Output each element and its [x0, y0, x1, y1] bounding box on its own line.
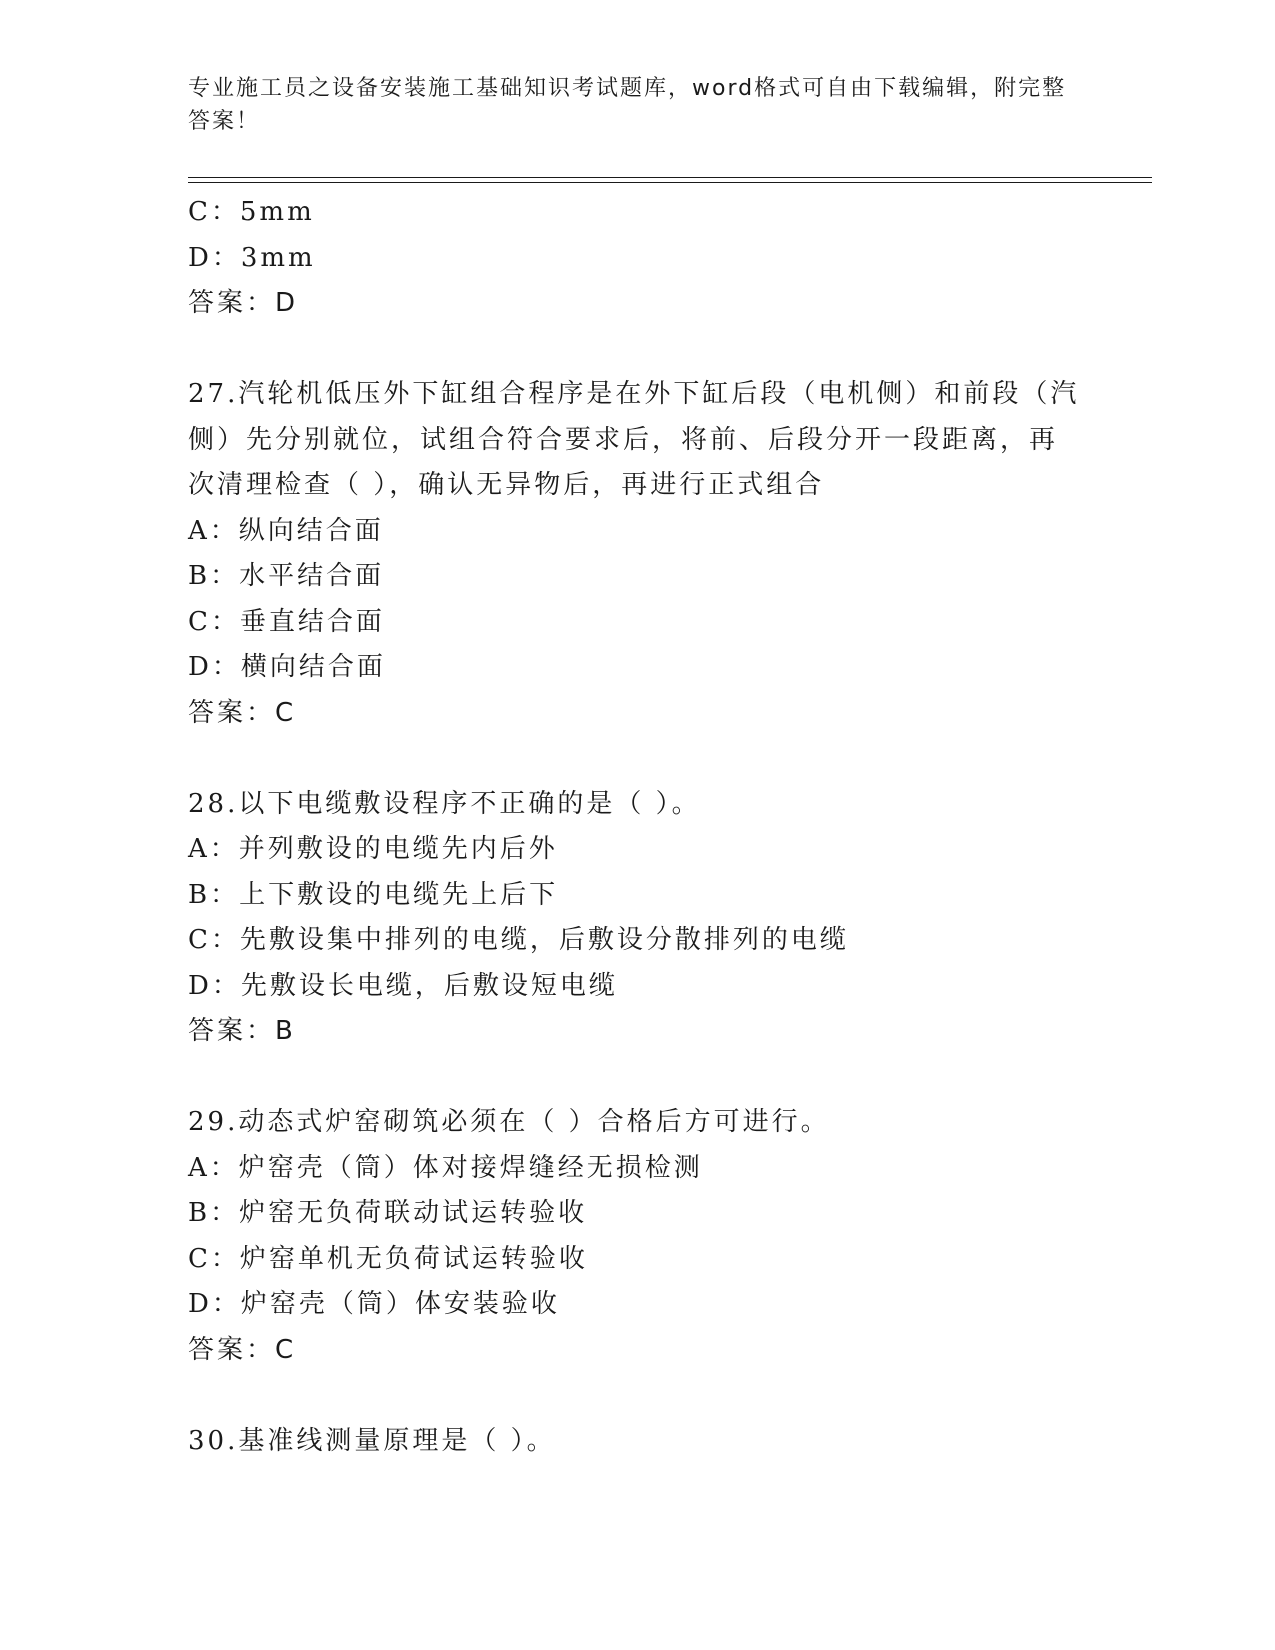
question-stem-line: 27.汽轮机低压外下缸组合程序是在外下缸后段（电机侧）和前段（汽	[188, 379, 1080, 409]
spacer	[188, 736, 1088, 782]
option-d: D：炉窑壳（筒）体安装验收	[188, 1289, 560, 1319]
spacer	[188, 1055, 1088, 1101]
question-stem-line: 29.动态式炉窑砌筑必须在（ ）合格后方可进行。	[188, 1107, 830, 1137]
option-a: A：纵向结合面	[188, 515, 384, 546]
document-header	[188, 72, 1068, 138]
option-d: D：先敷设长电缆，后敷设短电缆	[188, 970, 618, 1001]
option-b: B：水平结合面	[188, 561, 385, 591]
answer: 答案：B	[188, 1016, 296, 1046]
answer: 答案：D	[188, 288, 299, 318]
option-b: B：炉窑无负荷联动试运转验收	[188, 1198, 588, 1228]
header-title: 专业施工员之设备安装施工基础知识考试题库，word格式可自由下载编辑，附完整答案！	[188, 76, 1067, 134]
question-27	[188, 372, 1088, 736]
header-divider-bottom	[188, 182, 1152, 183]
option-c: C：炉窑单机无负荷试运转验收	[188, 1243, 588, 1274]
question-29	[188, 1100, 1088, 1373]
header-divider-top	[188, 177, 1152, 178]
option-a: A：并列敷设的电缆先内后外	[188, 834, 558, 864]
question-stem-line: 30.基准线测量原理是（ ）。	[188, 1425, 556, 1456]
option-c: C：先敷设集中排列的电缆，后敷设分散排列的电缆	[188, 925, 849, 955]
question-30	[188, 1419, 1088, 1465]
option-c: C：垂直结合面	[188, 606, 385, 637]
question-26-continued	[188, 190, 1088, 327]
question-stem-line: 次清理检查（ ），确认无异物后，再进行正式组合	[188, 470, 825, 500]
document-body	[188, 190, 1088, 1464]
question-stem-line: 28.以下电缆敷设程序不正确的是（ ）。	[188, 788, 701, 819]
answer: 答案：C	[188, 1334, 297, 1365]
option-a: A：炉窑壳（筒）体对接焊缝经无损检测	[188, 1152, 703, 1183]
option-b: B：上下敷设的电缆先上后下	[188, 879, 559, 910]
answer: 答案：C	[188, 697, 297, 728]
spacer	[188, 1373, 1088, 1419]
question-stem-line: 侧）先分别就位，试组合符合要求后，将前、后段分开一段距离，再	[188, 424, 1059, 455]
option-d: D：3mm	[188, 242, 316, 273]
spacer	[188, 327, 1088, 373]
option-c: C：5mm	[188, 197, 315, 227]
option-d: D：横向结合面	[188, 652, 386, 682]
question-28	[188, 782, 1088, 1055]
